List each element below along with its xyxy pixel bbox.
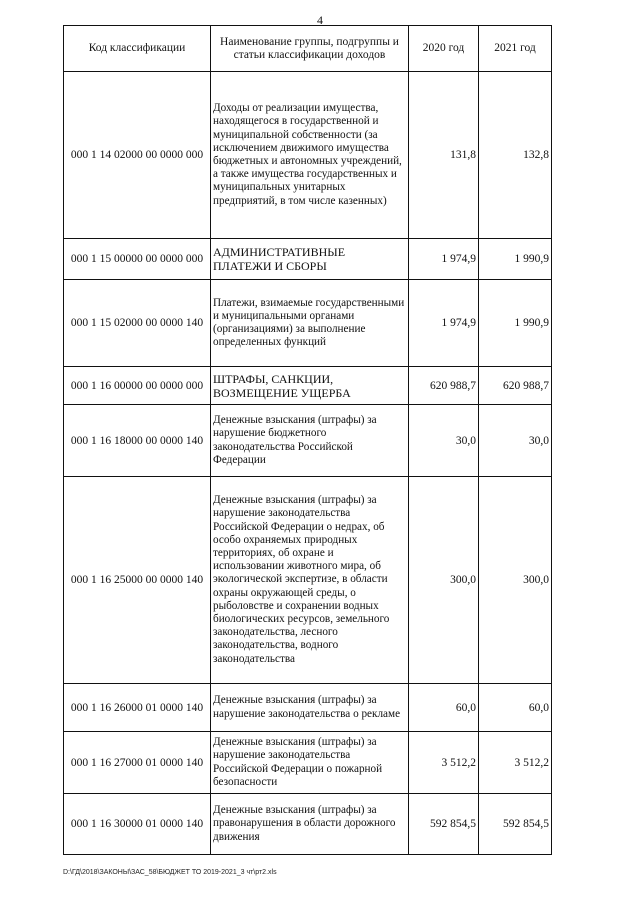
row-value-2021: 300,0: [479, 477, 552, 684]
row-value-2021: 3 512,2: [479, 732, 552, 794]
table-row: [64, 239, 552, 280]
row-code: 000 1 16 26000 01 0000 140: [64, 684, 211, 732]
row-value-2021: 1 990,9: [479, 280, 552, 367]
budget-revenue-table: [63, 25, 552, 855]
row-code: 000 1 16 27000 01 0000 140: [64, 732, 211, 794]
row-code: 000 1 16 30000 01 0000 140: [64, 794, 211, 855]
row-name: ШТРАФЫ, САНКЦИИ, ВОЗМЕЩЕНИЕ УЩЕРБА: [211, 367, 409, 405]
row-code: 000 1 15 00000 00 0000 000: [64, 239, 211, 280]
row-name: Доходы от реализации имущества, находящегося в государственной и муниципальной собственности (за исключением движимого имущества бюджетных и автономных учреждений, а также имущества государственных и муниципальных унитарных предприятий, в том числе казенных): [211, 72, 409, 239]
table-row: [64, 794, 552, 855]
table-row: [64, 405, 552, 477]
table-row: [64, 684, 552, 732]
row-name: Платежи, взимаемые государственными и муниципальными органами (организациями) за выполнение определенных функций: [211, 280, 409, 367]
row-code: 000 1 16 25000 00 0000 140: [64, 477, 211, 684]
row-value-2021: 620 988,7: [479, 367, 552, 405]
file-path-footer: D:\ГД\2018\ЗАКОНЫ\ЗАС_58\БЮДЖЕТ ТО 2019-2021_3 чт\рт2.xls: [63, 869, 277, 876]
page-number: 4: [317, 13, 323, 27]
header-2020: 2020 год: [409, 26, 479, 72]
table-row: [64, 367, 552, 405]
header-2021: 2021 год: [479, 26, 552, 72]
row-code: 000 1 15 02000 00 0000 140: [64, 280, 211, 367]
header-name: Наименование группы, подгруппы и статьи классификации доходов: [211, 26, 409, 72]
row-value-2020: 3 512,2: [409, 732, 479, 794]
row-code: 000 1 16 18000 00 0000 140: [64, 405, 211, 477]
table-row: [64, 72, 552, 239]
table-row: [64, 477, 552, 684]
row-value-2020: 1 974,9: [409, 280, 479, 367]
row-name: Денежные взыскания (штрафы) за нарушение законодательства Российской Федерации о пожарной безопасности: [211, 732, 409, 794]
row-value-2020: 131,8: [409, 72, 479, 239]
row-value-2021: 592 854,5: [479, 794, 552, 855]
row-code: 000 1 16 00000 00 0000 000: [64, 367, 211, 405]
row-value-2020: 1 974,9: [409, 239, 479, 280]
row-value-2020: 620 988,7: [409, 367, 479, 405]
row-name: Денежные взыскания (штрафы) за нарушение законодательства о рекламе: [211, 684, 409, 732]
row-value-2020: 300,0: [409, 477, 479, 684]
row-value-2021: 60,0: [479, 684, 552, 732]
table-row: [64, 732, 552, 794]
table-row: [64, 280, 552, 367]
row-name: АДМИНИСТРАТИВНЫЕ ПЛАТЕЖИ И СБОРЫ: [211, 239, 409, 280]
row-name: Денежные взыскания (штрафы) за нарушение законодательства Российской Федерации о недрах, об особо охраняемых природных территориях, об охране и использовании животного мира, об экологической экспертизе, в области охраны окружающей среды, о рыболовстве и сохранении водных биологических ресурсов, земельного законодательства, лесного законодательства, водного законодательства: [211, 477, 409, 684]
header-code: Код классификации: [64, 26, 211, 72]
row-name: Денежные взыскания (штрафы) за правонарушения в области дорожного движения: [211, 794, 409, 855]
table-header-row: [64, 26, 552, 72]
row-value-2020: 592 854,5: [409, 794, 479, 855]
row-code: 000 1 14 02000 00 0000 000: [64, 72, 211, 239]
row-value-2020: 60,0: [409, 684, 479, 732]
row-name: Денежные взыскания (штрафы) за нарушение бюджетного законодательства Российской Федерации: [211, 405, 409, 477]
row-value-2021: 132,8: [479, 72, 552, 239]
row-value-2020: 30,0: [409, 405, 479, 477]
row-value-2021: 1 990,9: [479, 239, 552, 280]
row-value-2021: 30,0: [479, 405, 552, 477]
